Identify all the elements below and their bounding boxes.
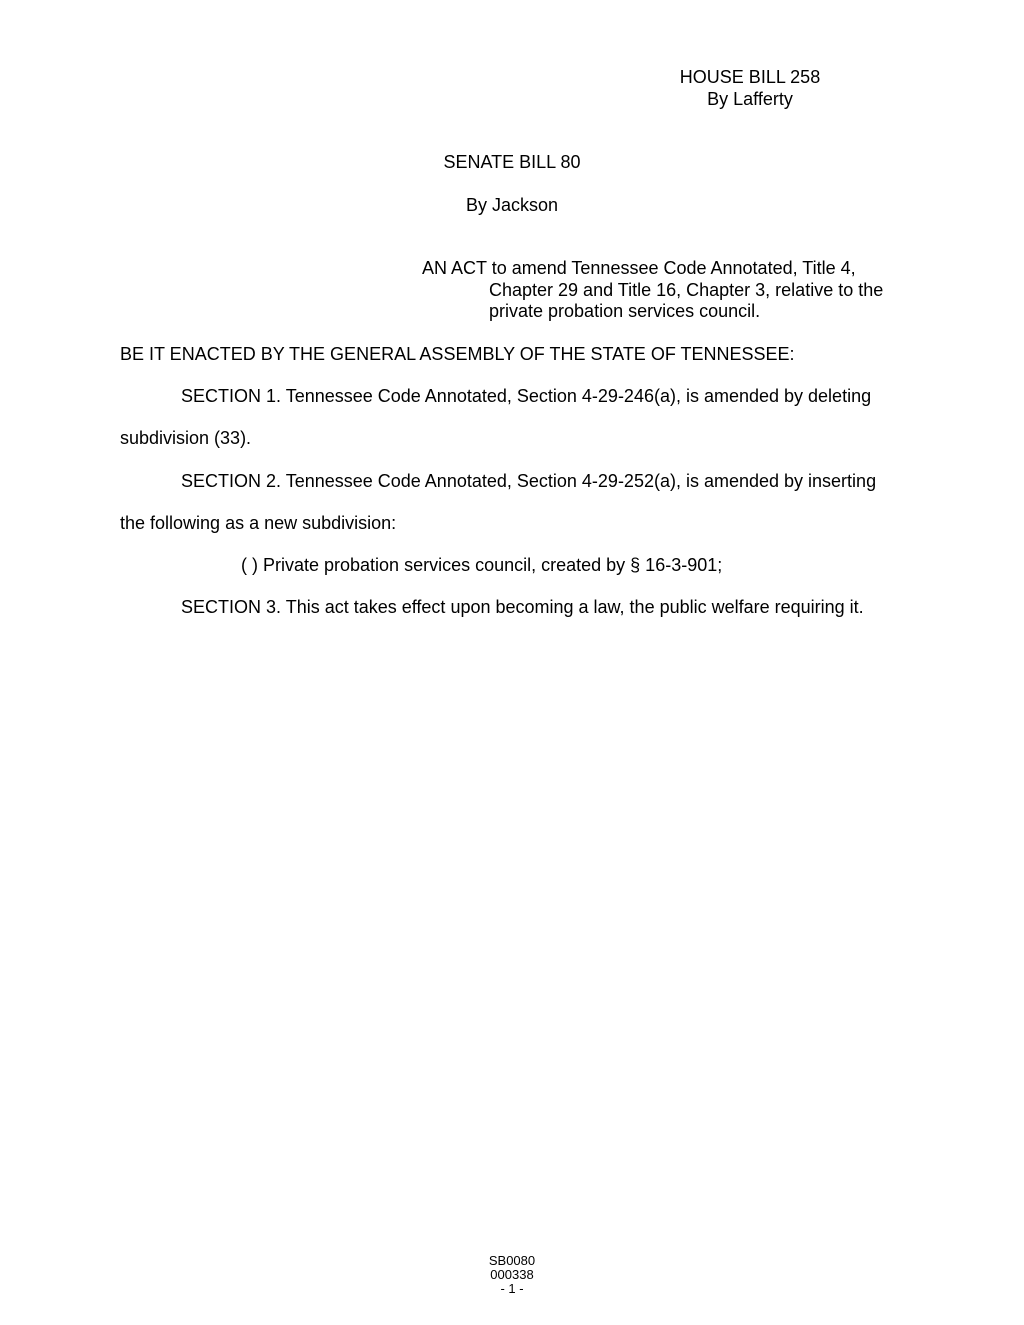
house-bill-sponsor: By Lafferty [707,89,793,109]
section-2-inserted-subdivision: ( ) Private probation services council, created by § 16-3-901; [241,555,723,575]
section-3-first-line: SECTION 3. This act takes effect upon becoming a law, the public welfare requiring it. [181,597,864,617]
footer-bill-code: SB0080 [488,1253,536,1268]
page-footer [412,1254,612,1296]
section-2-first-line: SECTION 2. Tennessee Code Annotated, Section 4-29-252(a), is amended by inserting [181,471,877,491]
act-caption-line: AN ACT to amend Tennessee Code Annotated, Title 4, [422,258,856,278]
act-caption [422,258,883,323]
house-bill-number: HOUSE BILL 258 [679,67,821,87]
act-caption-line: private probation services council. [489,301,761,321]
section-2-continuation: the following as a new subdivision: [120,513,397,533]
section-1-continuation: subdivision (33). [120,428,252,448]
house-bill-block [600,66,900,110]
senate-bill-number: SENATE BILL 80 [443,152,581,172]
act-caption-line: Chapter 29 and Title 16, Chapter 3, relative to the [489,279,884,300]
enacting-clause: BE IT ENACTED BY THE GENERAL ASSEMBLY OF THE STATE OF TENNESSEE: [120,344,795,364]
footer-page-number: - 1 - [500,1281,524,1296]
senate-bill-sponsor: By Jackson [465,195,559,215]
section-1-first-line: SECTION 1. Tennessee Code Annotated, Section 4-29-246(a), is amended by deleting [181,386,872,406]
footer-doc-number: 000338 [490,1267,534,1282]
